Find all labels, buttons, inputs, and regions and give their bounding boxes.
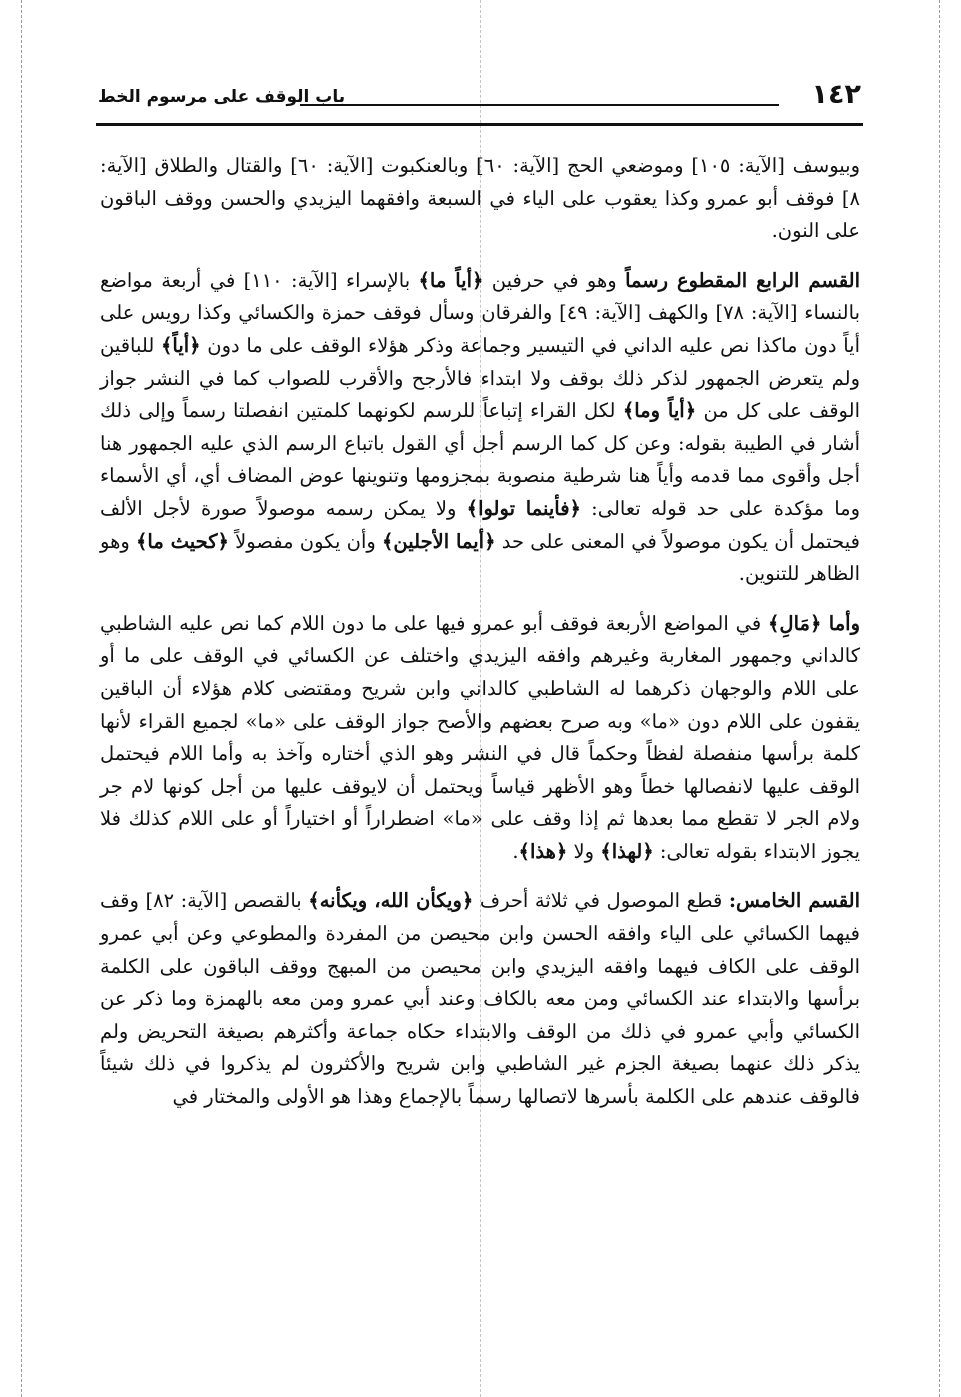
paragraph xyxy=(100,608,860,869)
paragraph-text: في المواضع الأربعة فوقف أبو عمرو فيها على ما دون اللام كما نص عليه الشاطبي كالداني وجمهور المغاربة وغيرهم وافقه اليزيدي واختلف عن الكسائي في الوقف على ما أو على اللام والوجهان ذكرهما له الشاطبي كالداني وابن شريح ومقتضى كلام هؤلاء أن الباقين يقفون على اللام دون «ما» وبه صرح بعضهم والأصح جواز الوقف على «ما» لجميع القراء لأنها كلمة برأسها منفصلة لفظاً وحكماً قال في النشر وهو الذي أختاره وآخذ به وأما اللام فيحتمل الوقف عليها لانفصالها خطاً وهو الأظهر قياساً ويحتمل أن لايوقف عليها من أجل كونها لام جر ولام الجر لا تقطع مما بعدها ثم إذا وقف على «ما» اضطراراً أو اختياراً أو على اللام كذلك فلا يجوز الابتداء بقوله تعالى: xyxy=(100,611,860,863)
quran-quote: ﴿أيما الأجلين﴾ xyxy=(382,529,496,553)
quran-quote: ﴿كحيث ما﴾ xyxy=(136,529,229,553)
section-lead-in: القسم الخامس: xyxy=(728,889,860,913)
paragraph-text: ولا xyxy=(567,839,601,863)
paragraph-text: للباقين ولم يتعرض الجمهور لذكر ذلك بوقف ولا ابتداء فالأرجح والأقرب للصواب كما في النشر جواز الوقف على كل من xyxy=(100,333,860,423)
paragraph xyxy=(100,150,860,248)
page-number: ١٤٢ xyxy=(811,79,861,110)
paragraph xyxy=(100,885,860,1113)
page-header xyxy=(98,78,861,116)
paragraph-text: قطع الموصول في ثلاثة أحرف xyxy=(473,889,729,913)
section-lead-in: القسم الرابع المقطوع رسماً xyxy=(625,268,860,292)
quran-quote: ﴿أياً وما﴾ xyxy=(622,399,697,423)
paragraph-text: بالقصص [الآية: ٨٢] وقف فيهما الكسائي على الياء وافقه الحسن وابن محيصن من المفردة والمطوعي وعن أبي عمرو الوقف على الكاف فيهما وافقه اليزيدي وابن محيصن من المبهج ووقف الباقون على الكلمة برأسها والابتداء عند الكسائي ومن معه بالكاف وعند أبي عمرو ومن معه بالهمزة وما ذكر عن الكسائي وأبي عمرو في ذلك من الوقف والابتداء حكاه جماعة وأكثرهم بصيغة التحريض ولم يذكر ذلك عنهما بصيغة الجزم غير الشاطبي وابن شريح والأكثرون لم يذكروا في ذلك شيئاً فالوقف عندهم على الكلمة بأسرها لاتصالها رسماً بالإجماع وهذا هو الأولى والمختار في xyxy=(100,889,860,1109)
quran-quote: ﴿أياً ما﴾ xyxy=(418,268,484,292)
header-rule xyxy=(96,123,863,126)
paragraph-text: وهو في حرفين xyxy=(483,268,626,292)
paragraph-text: وأن يكون مفصولاً xyxy=(228,529,382,553)
paragraph-text: وهو الظاهر للتنوين. xyxy=(100,529,860,586)
header-dash-rule xyxy=(300,104,779,106)
running-head: باب الوقف على مرسوم الخط xyxy=(98,87,346,107)
body-text xyxy=(100,150,860,1114)
section-lead-in: وأما xyxy=(821,611,861,635)
quran-quote: ﴿لهذا﴾ xyxy=(600,839,654,863)
paragraph-text: . xyxy=(512,839,519,863)
quran-quote: ﴿فأينما تولوا﴾ xyxy=(466,496,581,520)
paragraph-text: بالإسراء [الآية: ١١٠] في أربعة مواضع بالنساء [الآية: ٧٨] والكهف [الآية: ٤٩] والفرقان وسأل فوقف حمزة والكسائي وكذا رويس على أياً دون ماكذا نص عليه الداني في التيسير وجماعة وذكر هؤلاء الوقف على ما دون xyxy=(100,268,860,357)
paragraph-text: لكل القراء إتباعاً للرسم لكونهما كلمتين انفصلتا رسماً وإلى ذلك أشار في الطيبة بقوله: وعن كل كما الرسم أجل أي القول باتباع الرسم الذي عليه الجمهور هنا أجل وأقوى مما قدمه وأياً هنا شرطية منصوبة بمجزومها وتنوينها عوض المضاف أي، أي الأسماء وما مؤكدة على حد قوله تعالى: xyxy=(100,399,860,520)
paragraph xyxy=(100,265,860,591)
paragraph-text: وبيوسف [الآية: ١٠٥] وموضعي الحج [الآية: ٦٠] وبالعنكبوت [الآية: ٦٠] والقتال والطلاق [الآية: ٨] فوقف أبو عمرو وكذا يعقوب على الياء في السبعة وافقهما اليزيدي والحسن ووقف الباقون على النون. xyxy=(100,154,861,243)
paragraph-text: ولا يمكن رسمه موصولاً صورة لأجل الألف فيحتمل أن يكون موصولاً في المعنى على حد xyxy=(100,496,860,553)
scan-margin-line-left xyxy=(21,0,22,1397)
quran-quote: ﴿مَالِ﴾ xyxy=(767,611,822,635)
quran-quote: ﴿ويكأن الله، ويكأنه﴾ xyxy=(308,889,474,913)
quran-quote: ﴿هذا﴾ xyxy=(518,839,568,863)
scan-margin-line-right xyxy=(939,0,940,1397)
quran-quote: ﴿أياً﴾ xyxy=(160,333,201,357)
